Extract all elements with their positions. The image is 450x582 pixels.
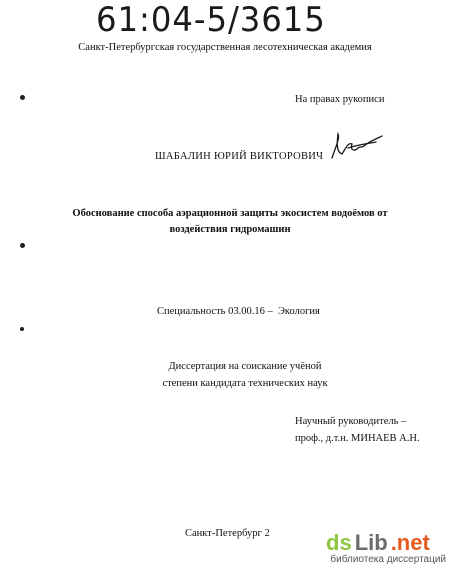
author-name: ШАБАЛИН ЮРИЙ ВИКТОРОВИЧ — [155, 151, 324, 162]
watermark-subtitle: библиотека диссертаций — [330, 554, 446, 565]
specialty: Специальность 03.00.16 – Экология — [157, 306, 320, 317]
handwritten-signature — [328, 128, 386, 164]
scientific-supervisor — [295, 413, 420, 447]
supervisor-label: Научный руководитель – — [295, 416, 407, 427]
dslib-logo — [322, 530, 450, 556]
city-year: Санкт-Петербург 2 — [185, 528, 270, 539]
title-line: воздействия гидромашин — [169, 224, 291, 235]
logo-ds: ds — [326, 530, 352, 555]
dslib-watermark — [322, 530, 450, 582]
logo-lib: Lib — [354, 530, 388, 555]
dissertation-title — [60, 206, 400, 238]
degree-description — [155, 358, 335, 392]
supervisor-name: проф., д.т.н. МИНАЕВ А.Н. — [295, 433, 420, 444]
manuscript-rights: На правах рукописи — [295, 94, 385, 105]
institution-name: Санкт-Петербургская государственная лесотехническая академия — [78, 42, 372, 53]
degree-line: степени кандидата технических наук — [162, 378, 328, 389]
degree-line: Диссертация на соискание учёной — [168, 361, 322, 372]
scan-speck — [20, 327, 24, 331]
library-stamp: 61:04-5/3615 — [96, 0, 326, 40]
title-line: Обоснование способа аэрационной защиты экосистем водоёмов от — [72, 208, 388, 219]
logo-net: .net — [390, 530, 430, 555]
scan-speck — [20, 243, 25, 248]
scan-speck — [20, 95, 25, 100]
